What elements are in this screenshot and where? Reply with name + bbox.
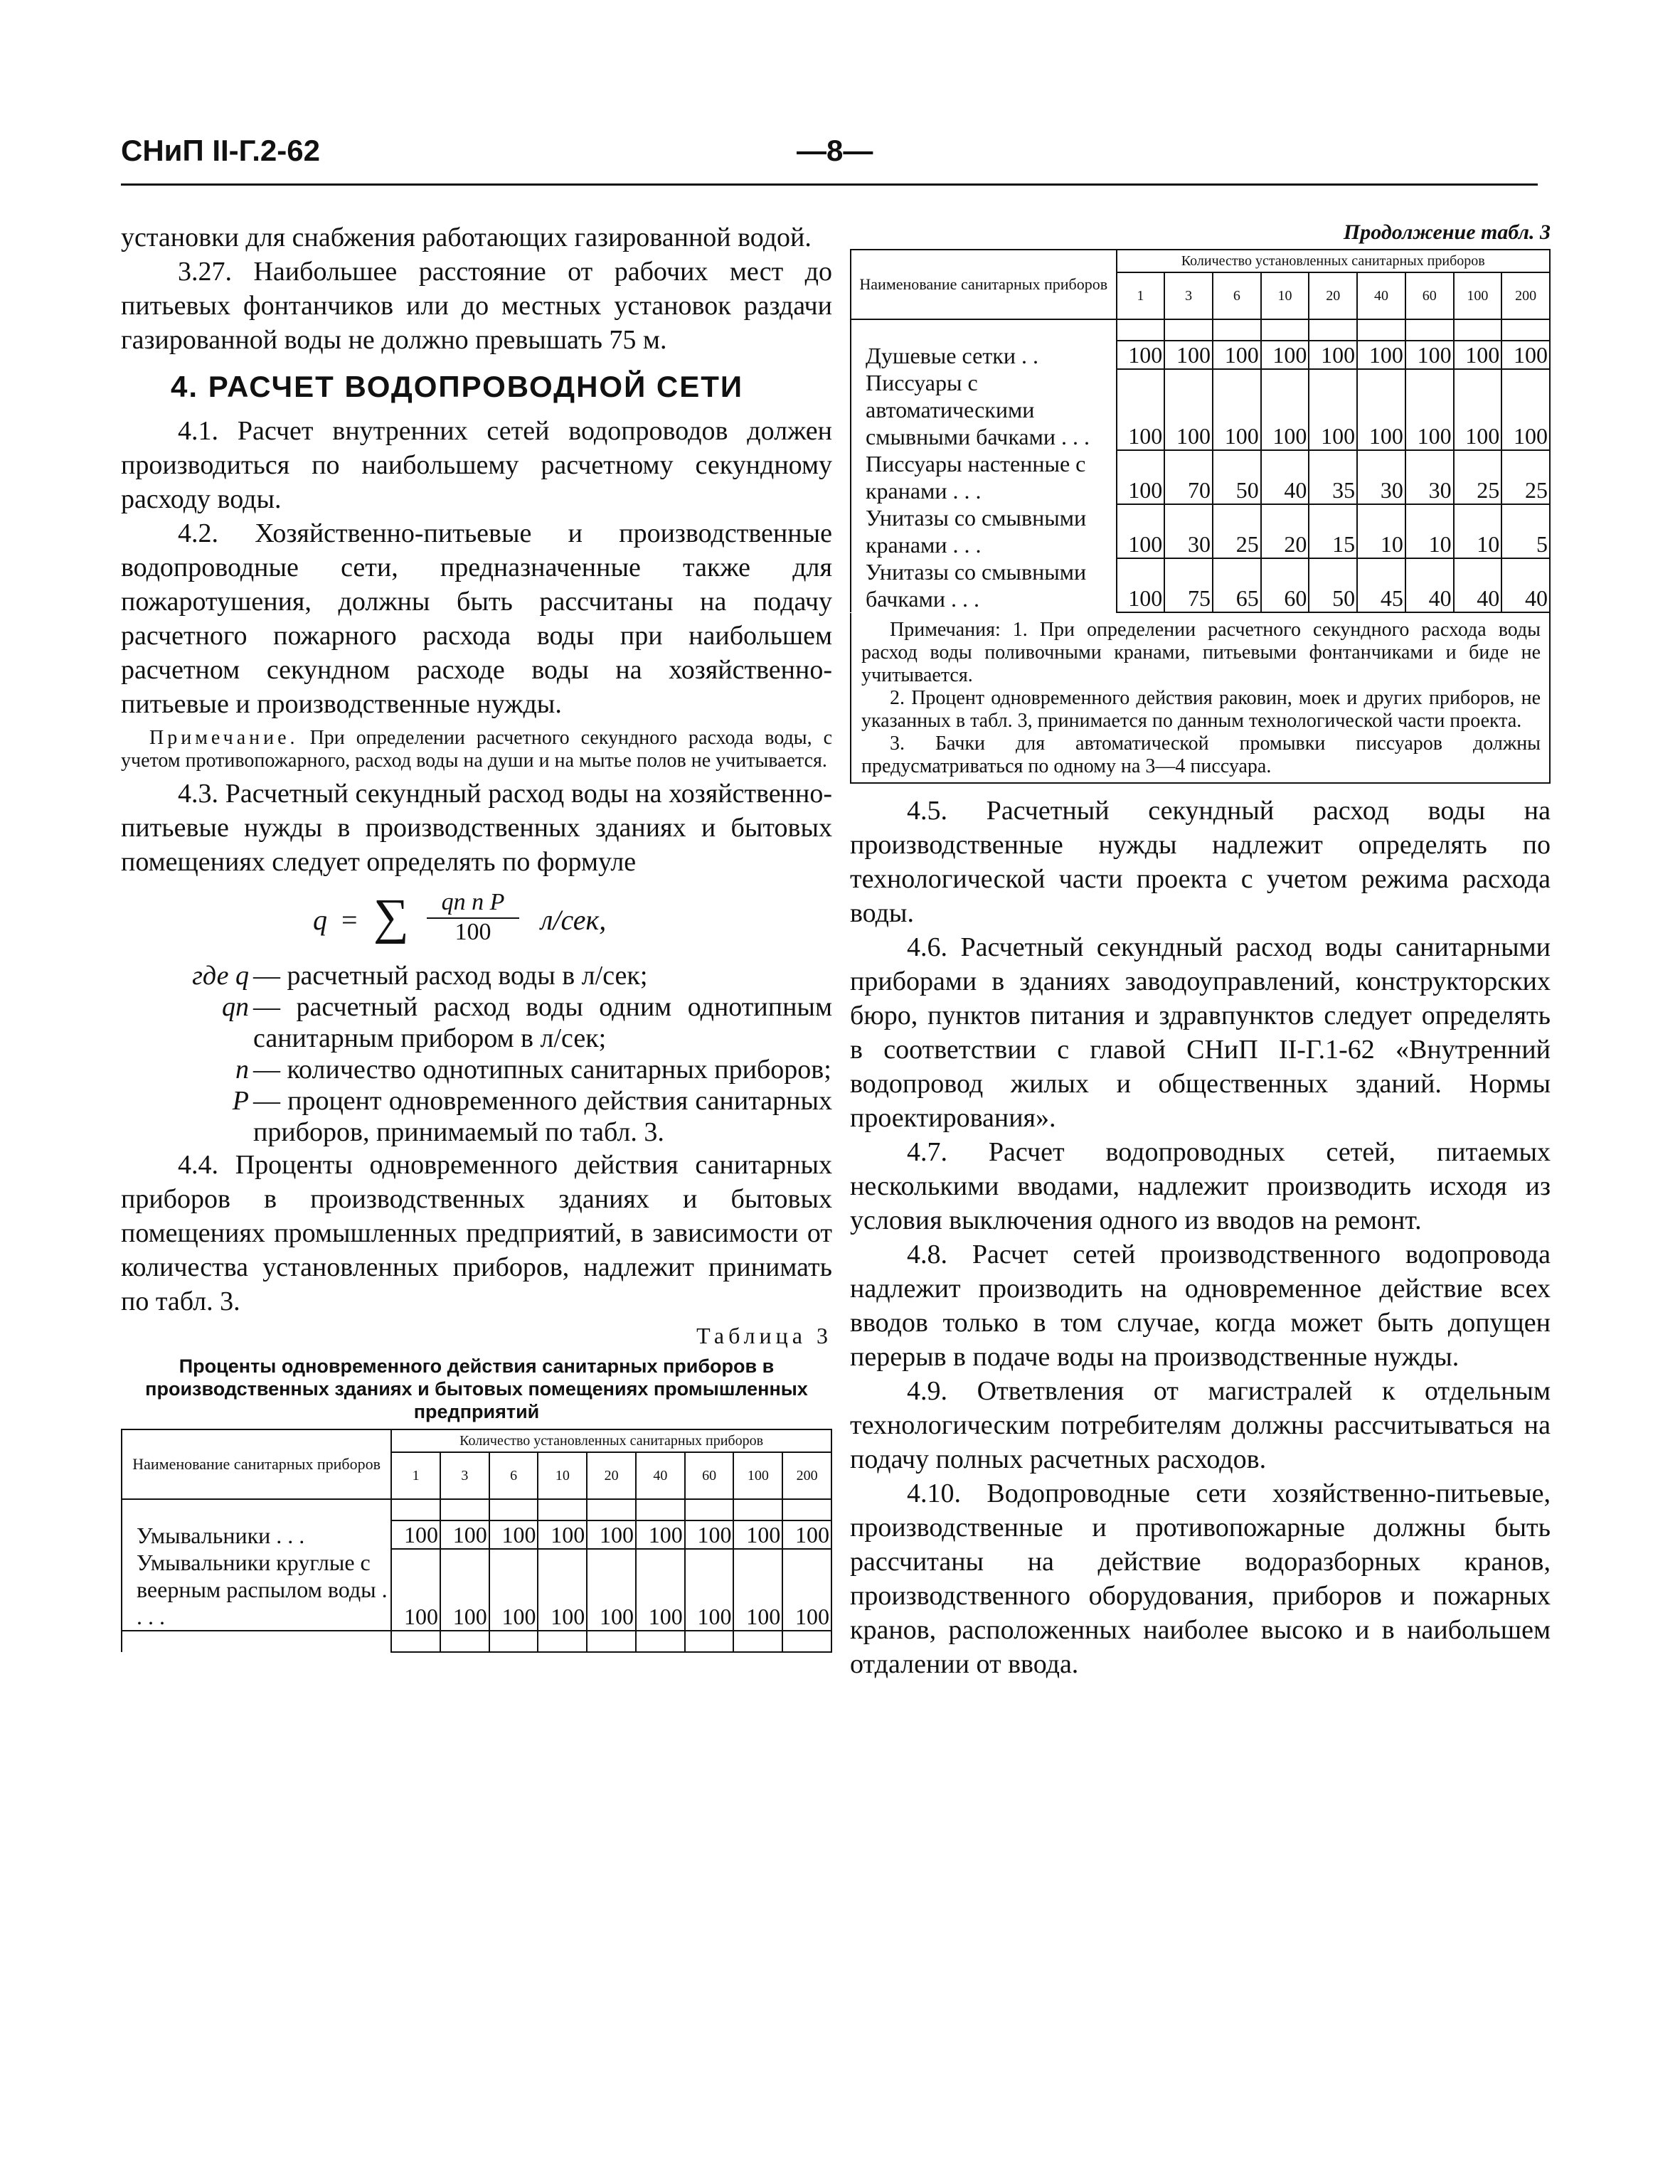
paragraph-4-2: 4.2. Хозяйственно-питьевые и производственные водопроводные сети, предназначенные также для пожаротушения, должны быть рассчитаны на подачу расчетного пожарного расхода воды при наибольшем расчетном секундном расходе воды на хозяйственно-питьевые и производственные нужды. [121, 518, 832, 719]
table-note-2: 2. Процент одновременного действия раковин, моек и других приборов, не указанных в табл. 3, принимается по данным технологической части проекта. [861, 687, 1541, 732]
count-cell: 40 [1357, 272, 1405, 319]
row-value: 30 [1357, 450, 1405, 504]
row-value: 100 [1357, 369, 1405, 450]
table-spacer [851, 319, 1550, 341]
paragraph-4-5: 4.5. Расчетный секундный расход воды на производственные нужды надлежит определять по технологической части проекта с учетом режима расхода воды. [850, 796, 1551, 928]
row-value: 40 [1501, 558, 1550, 612]
row-value: 35 [1309, 450, 1357, 504]
count-cell: 1 [1117, 272, 1165, 319]
row-value: 65 [1213, 558, 1261, 612]
row-value: 100 [587, 1520, 636, 1549]
legend-row [121, 960, 832, 991]
row-value: 75 [1164, 558, 1213, 612]
row-value: 25 [1454, 450, 1502, 504]
row-value: 100 [538, 1549, 587, 1631]
count-cell: 6 [1213, 272, 1261, 319]
row-name: Писсуары настенные с кранами . . . [851, 450, 1117, 504]
paragraph-4-4: 4.4. Проценты одновременного действия санитарных приборов в производственных зданиях и бытовых помещениях промышленных предприятий, в зависимости от количества установленных приборов, надлежит принимать по табл. 3. [121, 1150, 832, 1316]
row-value: 10 [1405, 504, 1454, 558]
table-notes [850, 613, 1551, 784]
row-value: 40 [1454, 558, 1502, 612]
row-value: 100 [1501, 369, 1550, 450]
right-column [850, 220, 1551, 1681]
count-cell: 1 [391, 1452, 440, 1499]
row-value: 100 [1117, 504, 1165, 558]
paragraph-4-9: 4.9. Ответвления от магистралей к отдельным технологическим потребителям должны рассчитываться на подачу полных расчетных расходов. [850, 1376, 1551, 1474]
paragraph-4-6: 4.6. Расчетный секундный расход воды санитарными приборами в зданиях заводоуправлений, конструкторских бюро, пунктов питания и здравпунктов следует определять в соответствии с главой СНиП II-Г.1-62 «Внутренний водопровод жилых и общественных зданий. Нормы проектирования». [850, 932, 1551, 1133]
row-value: 30 [1164, 504, 1213, 558]
row-value: 20 [1261, 504, 1309, 558]
row-value: 50 [1309, 558, 1357, 612]
row-value: 30 [1405, 450, 1454, 504]
row-value: 100 [440, 1549, 489, 1631]
count-cell: 200 [1501, 272, 1550, 319]
row-value: 70 [1164, 450, 1213, 504]
formula-denominator: 100 [454, 919, 491, 945]
formula-unit: л/сек, [541, 904, 607, 936]
row-value: 100 [1117, 369, 1165, 450]
row-value: 100 [1454, 341, 1502, 369]
row-value: 100 [1309, 369, 1357, 450]
header-rule [121, 183, 1538, 186]
formula-sum-sign: ∑ [373, 890, 409, 944]
count-cell: 60 [1405, 272, 1454, 319]
table-row [851, 450, 1550, 504]
row-value: 100 [1405, 341, 1454, 369]
row-value: 5 [1501, 504, 1550, 558]
paragraph-4-7: 4.7. Расчет водопроводных сетей, питаемых несколькими вводами, надлежит производить исходя из условия выключения одного из вводов на ремонт. [850, 1137, 1551, 1235]
count-cell: 100 [1454, 272, 1502, 319]
note-text: При определении расчетного секундного расхода воды, с учетом противопожарного, расход воды на души и на мытье полов не учитывается. [121, 727, 832, 772]
count-cell: 20 [587, 1452, 636, 1499]
row-value: 100 [1117, 341, 1165, 369]
row-value: 100 [391, 1549, 440, 1631]
formula [121, 889, 832, 953]
row-value: 100 [782, 1520, 831, 1549]
legend-description: — процент одновременного действия санитарных приборов, принимаемый по табл. 3. [253, 1086, 832, 1147]
row-value: 100 [391, 1520, 440, 1549]
table-header-row [122, 1429, 831, 1452]
doc-code: СНиП II-Г.2-62 [121, 134, 320, 167]
row-value: 100 [1213, 341, 1261, 369]
legend-description: — расчетный расход воды в л/сек; [253, 961, 648, 991]
paragraph-4-1: 4.1. Расчет внутренних сетей водопроводов должен производиться по наибольшему расчетному секундному расходу воды. [121, 416, 832, 514]
formula-equals: = [341, 904, 358, 936]
row-value: 100 [489, 1549, 538, 1631]
count-cell: 3 [1164, 272, 1213, 319]
row-value: 15 [1309, 504, 1357, 558]
row-value: 100 [587, 1549, 636, 1631]
count-cell: 3 [440, 1452, 489, 1499]
row-value: 100 [1164, 369, 1213, 450]
left-column [121, 220, 832, 1653]
count-cell: 40 [636, 1452, 685, 1499]
note [121, 727, 832, 772]
table-spacer [122, 1499, 831, 1520]
col-header-count: Количество установленных санитарных приборов [391, 1429, 831, 1452]
count-cell: 20 [1309, 272, 1357, 319]
count-cell: 6 [489, 1452, 538, 1499]
row-value: 100 [1454, 369, 1502, 450]
col-header-name: Наименование санитарных приборов [122, 1429, 391, 1499]
row-value: 100 [1117, 450, 1165, 504]
table-title: Проценты одновременного действия санитарных приборов в производственных зданиях и бытовых помещениях промышленных предприятий [145, 1355, 808, 1422]
table-row [851, 504, 1550, 558]
row-value: 100 [1309, 341, 1357, 369]
row-name: Унитазы со смывными бачками . . . [851, 558, 1117, 612]
row-value: 100 [1261, 341, 1309, 369]
table-row [122, 1549, 831, 1631]
paragraph-4-3: 4.3. Расчетный секундный расход воды на хозяйственно-питьевые нужды в производственных зданиях и бытовых помещениях следует определять по формуле [121, 779, 832, 877]
row-value: 100 [1213, 369, 1261, 450]
row-value: 100 [1501, 341, 1550, 369]
col-header-count: Количество установленных санитарных приборов [1117, 250, 1550, 272]
row-name: Умывальники . . . [122, 1520, 391, 1549]
page-number: —8— [797, 134, 873, 167]
legend-row [121, 991, 832, 1054]
count-cell: 60 [685, 1452, 734, 1499]
table-row [851, 341, 1550, 369]
legend-symbol: n [235, 1055, 249, 1085]
table-header-row [851, 250, 1550, 272]
row-value: 100 [782, 1549, 831, 1631]
row-value: 100 [1357, 341, 1405, 369]
row-value: 100 [733, 1549, 782, 1631]
formula-fraction [427, 889, 519, 946]
paragraph-4-8: 4.8. Расчет сетей производственного водопровода надлежит производить на одновременное действие всех вводов только в том случае, когда может быть допущен перерыв в подаче воды на производственные нужды. [850, 1240, 1551, 1372]
row-name: Душевые сетки . . [851, 341, 1117, 369]
row-value: 45 [1357, 558, 1405, 612]
row-value: 10 [1454, 504, 1502, 558]
row-value: 100 [636, 1520, 685, 1549]
row-value: 25 [1213, 504, 1261, 558]
legend-description: — расчетный расход воды одним однотипным санитарным прибором в л/сек; [253, 992, 832, 1053]
legend-row [121, 1085, 832, 1148]
row-value: 100 [685, 1520, 734, 1549]
row-value: 40 [1405, 558, 1454, 612]
paragraph-4-10: 4.10. Водопроводные сети хозяйственно-питьевые, производственные и противопожарные должны быть рассчитаны на действие водоразборных кранов, производственного оборудования, приборов и пожарных кранов, расположенных наиболее высоко и в наибольшем отдалении от ввода. [850, 1479, 1551, 1679]
row-name: Писсуары с автоматическими смывными бачками . . . [851, 369, 1117, 450]
formula-legend [121, 960, 832, 1148]
count-cell: 200 [782, 1452, 831, 1499]
row-value: 100 [1405, 369, 1454, 450]
col-header-name: Наименование санитарных приборов [851, 250, 1117, 319]
count-cell: 10 [1261, 272, 1309, 319]
row-value: 100 [733, 1520, 782, 1549]
row-value: 100 [489, 1520, 538, 1549]
table-row [851, 558, 1550, 612]
formula-lhs: q [313, 904, 327, 936]
row-value: 100 [1117, 558, 1165, 612]
row-value: 100 [636, 1549, 685, 1631]
legend-row [121, 1054, 832, 1085]
table-row [122, 1520, 831, 1549]
row-value: 50 [1213, 450, 1261, 504]
table-label: Таблица 3 [696, 1323, 832, 1348]
formula-numerator: qп n P [427, 889, 519, 919]
section-title: 4. РАСЧЕТ ВОДОПРОВОДНОЙ СЕТИ [171, 370, 744, 403]
table-note-1: Примечания: 1. При определении расчетного секундного расхода воды расход воды поливочными кранами, питьевыми фонтанчиками и биде не учитывается. [861, 619, 1541, 686]
table-bottom-spacer [122, 1631, 831, 1652]
legend-symbol: где q [192, 961, 249, 991]
legend-symbol: qп [222, 992, 249, 1022]
count-cell: 10 [538, 1452, 587, 1499]
row-value: 100 [1164, 341, 1213, 369]
table-3-part-1 [121, 1429, 832, 1653]
paragraph-3-27: 3.27. Наибольшее расстояние от рабочих мест до питьевых фонтанчиков или до местных установок раздачи газированной воды не должно превышать 75 м. [121, 257, 832, 355]
table-note-3: 3. Бачки для автоматической промывки писсуаров должны предусматриваться по одному на 3—4 писсуара. [861, 733, 1541, 777]
table-continuation-label: Продолжение табл. 3 [1343, 220, 1551, 244]
row-name: Умывальники круглые с веерным распылом воды . . . . [122, 1549, 391, 1631]
table-3-part-2 [850, 249, 1551, 613]
row-value: 10 [1357, 504, 1405, 558]
row-value: 100 [538, 1520, 587, 1549]
note-label: Примечание. [149, 727, 299, 749]
row-value: 25 [1501, 450, 1550, 504]
count-cell: 100 [733, 1452, 782, 1499]
page-header [121, 134, 1538, 176]
table-row [851, 369, 1550, 450]
row-value: 100 [440, 1520, 489, 1549]
row-value: 100 [685, 1549, 734, 1631]
legend-description: — количество однотипных санитарных приборов; [253, 1055, 831, 1085]
paragraph-continuation: установки для снабжения работающих газированной водой. [121, 223, 812, 252]
row-name: Унитазы со смывными кранами . . . [851, 504, 1117, 558]
row-value: 100 [1261, 369, 1309, 450]
legend-symbol: P [232, 1086, 249, 1116]
row-value: 60 [1261, 558, 1309, 612]
row-value: 40 [1261, 450, 1309, 504]
